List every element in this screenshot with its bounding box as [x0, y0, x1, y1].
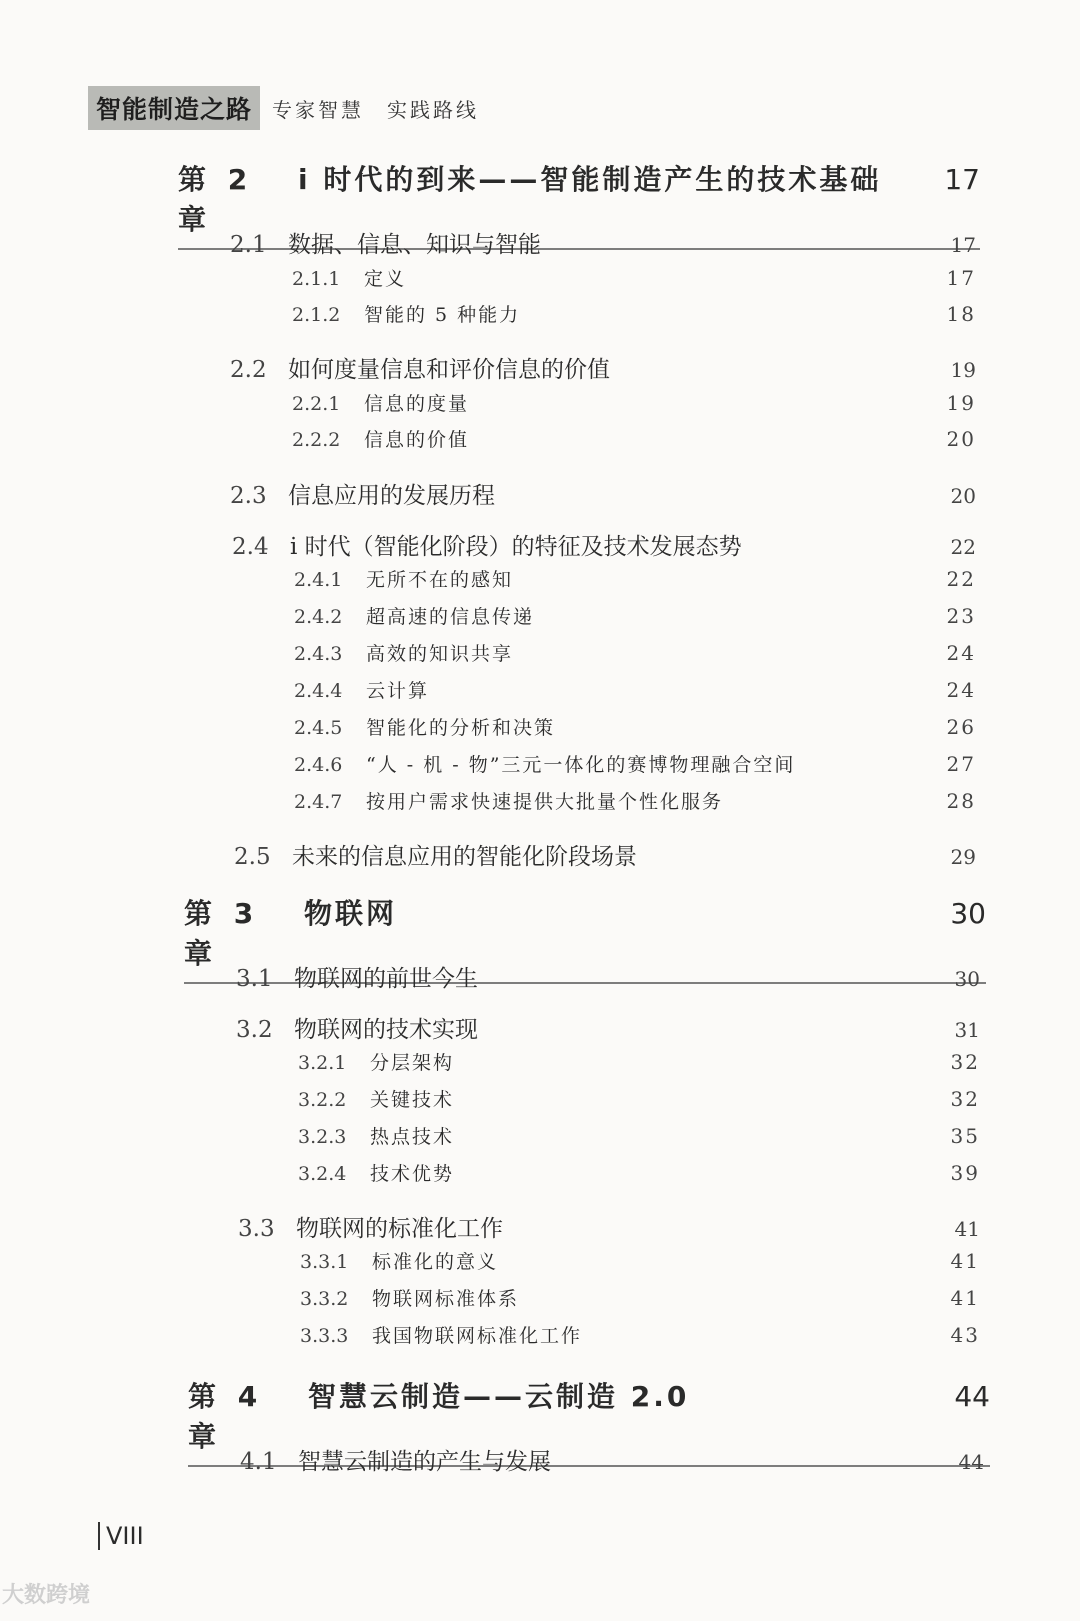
section-title: 未来的信息应用的智能化阶段场景: [292, 844, 637, 870]
page-number: VIII: [98, 1522, 144, 1550]
chapter-title: i 时代的到来——智能制造产生的技术基础: [298, 163, 882, 196]
section-number: 2.2: [230, 357, 267, 383]
subsection-number: 2.1.1: [292, 268, 341, 290]
toc-subsection[interactable]: [292, 264, 976, 291]
toc-subsection[interactable]: [298, 1048, 980, 1075]
toc-section[interactable]: [230, 351, 976, 384]
section-number: 2.4: [232, 534, 269, 560]
subsection-page: 24: [946, 641, 976, 665]
toc-section[interactable]: [234, 838, 976, 871]
subsection-title: 技术优势: [370, 1163, 455, 1185]
toc-subsection[interactable]: [298, 1159, 980, 1186]
section-page: 22: [950, 535, 976, 559]
section-page: 31: [954, 1018, 980, 1042]
toc-section[interactable]: [230, 477, 976, 510]
subsection-page: 41: [950, 1249, 980, 1273]
subsection-title: 云计算: [366, 680, 430, 702]
toc-subsection[interactable]: [298, 1122, 980, 1149]
toc-subsection[interactable]: [292, 425, 976, 452]
subsection-page: 35: [950, 1124, 980, 1148]
subsection-title: 无所不在的感知: [366, 569, 514, 591]
toc-subsection[interactable]: [298, 1085, 980, 1112]
section-number: 2.1: [230, 232, 267, 258]
chapter-number: 第 2 章: [178, 163, 254, 236]
subsection-number: 2.4.4: [294, 680, 343, 702]
section-page: 17: [950, 233, 976, 257]
subsection-number: 2.1.2: [292, 304, 341, 326]
toc-section[interactable]: [236, 960, 980, 993]
subsection-page: 28: [946, 789, 976, 813]
subsection-number: 3.3.3: [300, 1325, 349, 1347]
subsection-page: 27: [946, 752, 976, 776]
toc-subsection[interactable]: [300, 1321, 980, 1348]
subsection-title: 信息的价值: [364, 429, 470, 451]
subsection-title: 高效的知识共享: [366, 643, 514, 665]
chapter-page: 17: [944, 163, 980, 196]
subsection-title: 超高速的信息传递: [366, 606, 535, 628]
section-title: 如何度量信息和评价信息的价值: [288, 357, 610, 383]
toc-subsection[interactable]: [294, 750, 976, 777]
subsection-number: 2.4.3: [294, 643, 343, 665]
subsection-page: 20: [946, 427, 976, 451]
chapter-number: 第 4 章: [188, 1380, 264, 1453]
section-title: 数据、信息、知识与智能: [288, 232, 541, 258]
chapter-title: 物联网: [304, 897, 398, 930]
section-page: 41: [954, 1217, 980, 1241]
subsection-title: 关键技术: [370, 1089, 455, 1111]
watermark: 大数跨境: [2, 1583, 91, 1608]
subsection-number: 2.4.2: [294, 606, 343, 628]
section-title: 物联网的技术实现: [294, 1017, 478, 1043]
subsection-number: 3.3.2: [300, 1288, 349, 1310]
section-number: 3.2: [236, 1017, 273, 1043]
subsection-page: 41: [950, 1286, 980, 1310]
chapter-page: 30: [950, 897, 986, 930]
section-page: 19: [950, 358, 976, 382]
toc-section[interactable]: [236, 1011, 980, 1044]
subsection-page: 39: [950, 1161, 980, 1185]
subsection-number: 3.2.1: [298, 1052, 347, 1074]
section-number: 2.5: [234, 844, 271, 870]
subsection-page: 23: [946, 604, 976, 628]
subsection-number: 3.2.3: [298, 1126, 347, 1148]
toc-subsection[interactable]: [294, 639, 976, 666]
section-title: i 时代（智能化阶段）的特征及技术发展态势: [290, 534, 742, 560]
subsection-page: 19: [946, 391, 976, 415]
subsection-number: 2.4.1: [294, 569, 343, 591]
section-number: 2.3: [230, 483, 267, 509]
subsection-page: 32: [950, 1050, 980, 1074]
section-title: 信息应用的发展历程: [288, 483, 495, 509]
subsection-number: 2.4.5: [294, 717, 343, 739]
section-number: 3.1: [236, 966, 273, 992]
toc-subsection[interactable]: [292, 300, 976, 327]
toc-section[interactable]: [232, 528, 976, 561]
subsection-title: 分层架构: [370, 1052, 455, 1074]
subsection-title: 热点技术: [370, 1126, 455, 1148]
subsection-title: 物联网标准体系: [372, 1288, 520, 1310]
section-page: 30: [954, 967, 980, 991]
subsection-title: 智能的 5 种能力: [364, 304, 521, 326]
book-subtitle: 专家智慧 实践路线: [272, 97, 480, 122]
chapter-page: 44: [954, 1380, 990, 1413]
section-title: 物联网的前世今生: [294, 966, 478, 992]
subsection-page: 22: [946, 567, 976, 591]
chapter-title: 智慧云制造——云制造 2.0: [308, 1380, 690, 1413]
subsection-number: 2.4.7: [294, 791, 343, 813]
subsection-title: 按用户需求快速提供大批量个性化服务: [366, 791, 724, 813]
toc-section[interactable]: [240, 1443, 984, 1476]
book-title: 智能制造之路: [88, 86, 260, 130]
subsection-number: 3.2.4: [298, 1163, 347, 1185]
section-page: 29: [950, 845, 976, 869]
subsection-number: 2.2.2: [292, 429, 341, 451]
section-number: 3.3: [238, 1216, 275, 1242]
toc-subsection[interactable]: [292, 389, 976, 416]
section-title: 智慧云制造的产生与发展: [298, 1449, 551, 1475]
toc-section[interactable]: [230, 226, 976, 259]
section-title: 物联网的标准化工作: [296, 1216, 503, 1242]
section-number: 4.1: [240, 1449, 277, 1475]
subsection-title: 信息的度量: [364, 393, 470, 415]
chapter-number: 第 3 章: [184, 897, 260, 970]
toc-subsection[interactable]: [300, 1284, 980, 1311]
toc-subsection[interactable]: [294, 565, 976, 592]
section-page: 44: [958, 1450, 984, 1474]
toc-subsection[interactable]: [294, 787, 976, 814]
subsection-page: 17: [946, 266, 976, 290]
subsection-title: 我国物联网标准化工作: [372, 1325, 583, 1347]
toc-subsection[interactable]: [294, 676, 976, 703]
subsection-number: 2.4.6: [294, 754, 343, 776]
section-page: 20: [950, 484, 976, 508]
subsection-number: 3.2.2: [298, 1089, 347, 1111]
subsection-title: 智能化的分析和决策: [366, 717, 556, 739]
subsection-page: 43: [950, 1323, 980, 1347]
subsection-title: 定义: [364, 268, 407, 290]
subsection-page: 26: [946, 715, 976, 739]
subsection-page: 32: [950, 1087, 980, 1111]
subsection-title: 标准化的意义: [372, 1251, 499, 1273]
subsection-page: 18: [946, 302, 976, 326]
subsection-number: 3.3.1: [300, 1251, 349, 1273]
toc-subsection[interactable]: [294, 602, 976, 629]
toc-section[interactable]: [238, 1210, 980, 1243]
subsection-page: 24: [946, 678, 976, 702]
subsection-number: 2.2.1: [292, 393, 341, 415]
subsection-title: “人 - 机 - 物”三元一体化的赛博物理融合空间: [366, 754, 796, 776]
toc-subsection[interactable]: [300, 1247, 980, 1274]
toc-subsection[interactable]: [294, 713, 976, 740]
